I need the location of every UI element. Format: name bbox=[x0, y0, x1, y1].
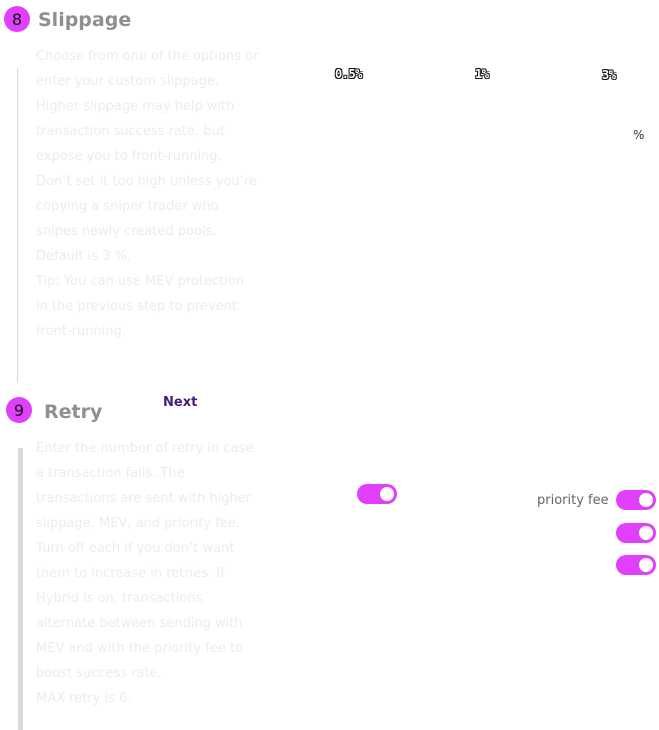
slippage-option-3[interactable]: 3% bbox=[602, 68, 616, 82]
slippage-retry-toggle[interactable] bbox=[616, 523, 656, 543]
slippage-option-1[interactable]: 1% bbox=[475, 67, 489, 81]
slippage-description: Choose from one of the options or enter your custom slippage. Higher slippage may help with transaction success rate, but expose you to front-running. Don’t set it too high unless you’re copying a sniper trader who snipes newly created pools. Default is 3 %. Tip: You can use MEV protection in the previous step to prevent front-running. bbox=[36, 49, 259, 339]
hybrid-toggle[interactable] bbox=[357, 484, 397, 504]
priority-fee-toggle-knob bbox=[639, 493, 653, 507]
step-9-badge: 9 bbox=[6, 397, 32, 423]
retry-step-line bbox=[18, 448, 23, 730]
retry-title: Retry bbox=[44, 401, 103, 423]
slippage-option-0-5[interactable]: 0.5% bbox=[335, 67, 362, 81]
step-8-badge: 8 bbox=[4, 6, 30, 32]
slippage-retry-toggle-knob bbox=[639, 526, 653, 540]
priority-fee-label: priority fee bbox=[537, 493, 609, 508]
priority-fee-toggle[interactable] bbox=[616, 490, 656, 510]
slippage-step-line bbox=[17, 68, 18, 383]
retry-description: Enter the number of retry in case a transaction fails. The transactions are sent with higher slippage, MEV, and priority fee. Turn off each if you don’t want them to increase in retries. If Hybrid is on, transactions alternate between sending with MEV and with the priority fee to boost success rate. MAX retry is 6. bbox=[36, 441, 254, 706]
slippage-title: Slippage bbox=[38, 9, 132, 31]
next-button[interactable]: Next bbox=[163, 395, 198, 410]
mev-retry-toggle-knob bbox=[639, 558, 653, 572]
hybrid-toggle-knob bbox=[380, 487, 394, 501]
custom-slippage-unit: % bbox=[633, 128, 645, 142]
mev-retry-toggle[interactable] bbox=[616, 555, 656, 575]
